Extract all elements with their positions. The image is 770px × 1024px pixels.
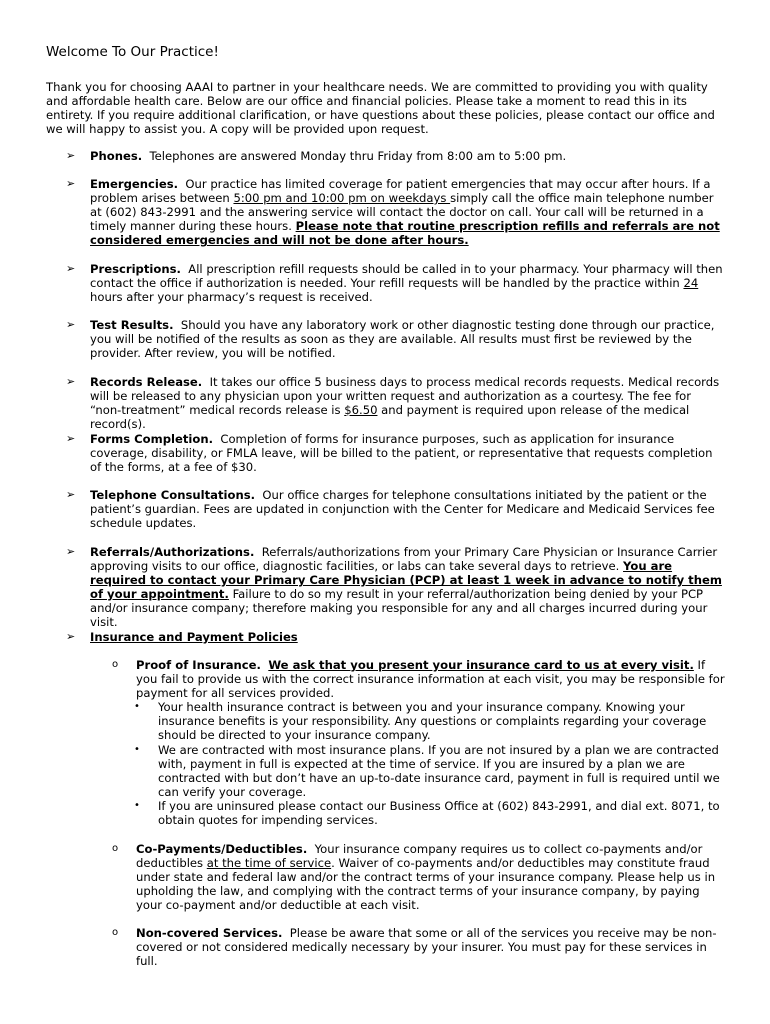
arrow-bullet-icon: ➢ xyxy=(66,630,76,643)
policy-body: Should you have any laboratory work or other diagnostic testing done through our practice, you will be notified of the results as soon as they are available. All results must first be reviewed by the provider. After review, you will be notified. xyxy=(90,318,715,361)
subpolicy-body: Please be aware that some or all of the services you receive may be non-covered or not considered medically necessary by your insurer. You must pay for these services in full. xyxy=(136,926,717,969)
section-heading: Insurance and Payment Policies xyxy=(90,630,298,644)
policy-heading: Forms Completion. xyxy=(90,432,213,446)
policy-heading: Test Results. xyxy=(90,318,174,332)
underlined-text: 24 xyxy=(683,276,699,291)
subpolicy-text xyxy=(136,658,726,700)
subpolicy-body: If you fail to provide us with the correct insurance information at each visit, you may be responsible for payment for all services provided. xyxy=(136,658,725,701)
policy-heading: Phones. xyxy=(90,149,143,163)
policy-text xyxy=(90,149,726,163)
policy-body: Failure to do so my result in your referral/authorization being denied by your PCP and/or insurance company; therefore making you responsible for any and all charges incurred during your visit. xyxy=(90,587,708,630)
policy-body: Completion of forms for insurance purposes, such as application for insurance coverage, disability, or FMLA leave, will be billed to the patient, or representative that requests completion of the forms, at a fee of $30. xyxy=(90,432,713,475)
underlined-text: $6.50 xyxy=(344,403,378,418)
arrow-bullet-icon: ➢ xyxy=(66,177,76,190)
policy-body: Referrals/authorizations from your Primary Care Physician or Insurance Carrier approving visits to our office, diagnostic facilities, or labs can take several days to retrieve. xyxy=(90,545,718,574)
arrow-bullet-icon: ➢ xyxy=(66,262,76,275)
arrow-bullet-icon: ➢ xyxy=(66,545,76,558)
policy-body: and payment is required upon release of the medical record(s). xyxy=(90,403,690,432)
policy-heading: Prescriptions. xyxy=(90,262,181,276)
underlined-text: 5:00 pm and 10:00 pm on weekdays xyxy=(233,191,451,206)
policy-heading: Telephone Consultations. xyxy=(90,488,256,502)
policy-body: Telephones are answered Monday thru Friday from 8:00 am to 5:00 pm. xyxy=(149,149,567,163)
policy-text xyxy=(90,545,726,630)
subpolicy-text xyxy=(136,926,726,968)
policy-body: hours after your pharmacy’s request is received. xyxy=(90,290,373,305)
policy-heading: Records Release. xyxy=(90,375,203,389)
emphasis-note: Please note that routine prescription refills and referrals are not considered emergencies and will not be done after hours. xyxy=(90,219,720,248)
policy-body: All prescription refill requests should be called in to your pharmacy. Your pharmacy will then contact the office if authorization is needed. Your refill requests will be handled by the practice within xyxy=(90,262,723,291)
circle-bullet-icon: o xyxy=(112,843,119,854)
policy-text xyxy=(90,177,726,247)
dot-bullet-icon: • xyxy=(134,701,140,712)
policy-body: Our office charges for telephone consultations initiated by the patient or the patient’s guardian. Fees are updated in conjunction with the Center for Medicare and Medicaid Services fee schedule updates. xyxy=(90,488,715,531)
dot-bullet-icon: • xyxy=(134,744,140,755)
policy-text xyxy=(90,318,726,360)
list-item-text: Your health insurance contract is between you and your insurance company. Knowing your insurance benefits is your responsibility. Any questions or complaints regarding your coverage should be directed to your insurance company. xyxy=(158,700,707,743)
emphasis-note: We ask that you present your insurance card to us at every visit. xyxy=(268,658,694,672)
policy-heading: Emergencies. xyxy=(90,177,179,191)
policy-body: Our practice has limited coverage for patient emergencies that may occur after hours. If a problem arises between xyxy=(90,177,711,206)
policy-text xyxy=(90,262,726,304)
arrow-bullet-icon: ➢ xyxy=(66,488,76,501)
page-title: Welcome To Our Practice! xyxy=(46,44,219,60)
subpolicy-heading: Co-Payments/Deductibles. xyxy=(136,842,308,856)
policy-text xyxy=(90,375,726,431)
emphasis-note: You are required to contact your Primary Care Physician (PCP) at least 1 week in advance to notify them of your appointment. xyxy=(90,559,722,602)
arrow-bullet-icon: ➢ xyxy=(66,149,76,162)
policy-heading: Referrals/Authorizations. xyxy=(90,545,255,559)
policy-body: simply call the office main telephone number at (602) 843-2991 and the answering service will contact the doctor on call. Your call will be returned in a timely manner during these hours. xyxy=(90,191,714,234)
policy-text xyxy=(90,432,726,474)
circle-bullet-icon: o xyxy=(112,659,119,670)
subpolicy-heading: Proof of Insurance. xyxy=(136,658,261,672)
arrow-bullet-icon: ➢ xyxy=(66,318,76,331)
policy-body: It takes our office 5 business days to process medical records requests. Medical records will be released to any physician upon your written request and authorization as a courtesy. The fee for “non-treatment” medical records release is xyxy=(90,375,720,418)
policy-text xyxy=(90,630,726,644)
subpolicy-text xyxy=(136,842,726,912)
subpolicy-heading: Non-covered Services. xyxy=(136,926,283,940)
subpolicy-body: . Waiver of co-payments and/or deductibles may constitute fraud under state and federal law and/or the contract terms of your insurance company. Please help us in upholding the law, and complying with the contract terms of your insurance company, by paying your co-payment and/or deductible at each visit. xyxy=(136,856,716,913)
list-item-text: If you are uninsured please contact our Business Office at (602) 843-2991, and dial ext. 8071, to obtain quotes for impending services. xyxy=(158,799,720,828)
dot-bullet-icon: • xyxy=(134,800,140,811)
subpolicy-body: Your insurance company requires us to collect co-payments and/or deductibles xyxy=(136,842,703,871)
intro-paragraph: Thank you for choosing AAAI to partner in your healthcare needs. We are committed to providing you with quality and affordable health care. Below are our office and financial policies. Please take a moment to read this in its entirety. If you require additional clarification, or have questions about these policies, please contact our office and we will happy to assist you. A copy will be provided upon request. xyxy=(46,80,715,137)
circle-bullet-icon: o xyxy=(112,927,119,938)
underlined-text: at the time of service xyxy=(206,856,332,871)
arrow-bullet-icon: ➢ xyxy=(66,375,76,388)
arrow-bullet-icon: ➢ xyxy=(66,432,76,445)
list-item-text: We are contracted with most insurance plans. If you are not insured by a plan we are contracted with, payment in full is expected at the time of service. If you are insured by a plan we are contracted with but don’t have an up-to-date insurance card, payment in full is required until we can verify your coverage. xyxy=(158,743,720,800)
policy-text xyxy=(90,488,726,530)
